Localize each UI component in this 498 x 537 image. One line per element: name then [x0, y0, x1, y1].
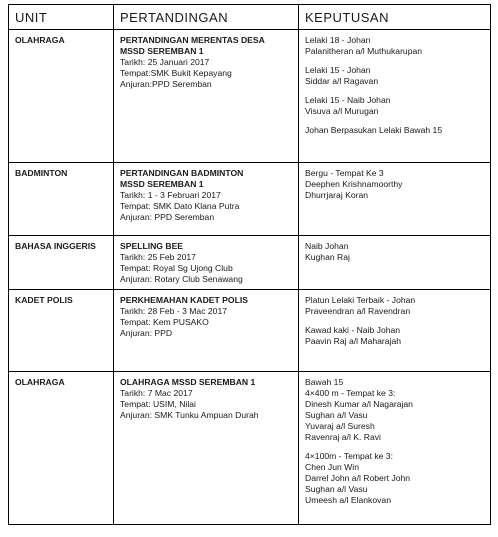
unit-cell: BAHASA INGGERIS — [9, 236, 114, 290]
event-title: OLAHRAGA MSSD SEREMBAN 1 — [120, 377, 256, 387]
event-detail: Tempat: Royal Sg Ujong Club — [120, 263, 233, 273]
header-row — [9, 5, 491, 30]
table-row — [9, 30, 491, 163]
event-cell — [114, 372, 299, 525]
result-line: Bergu - Tempat Ke 3 — [305, 168, 384, 178]
event-title: MSSD SEREMBAN 1 — [120, 179, 204, 189]
result-line: Palanitheran a/l Muthukarupan — [305, 46, 423, 56]
result-line: Kawad kaki - Naib Johan — [305, 325, 401, 335]
event-cell — [114, 30, 299, 163]
event-detail: Anjuran: SMK Tunku Ampuan Durah — [120, 410, 259, 420]
result-line: Naib Johan — [305, 241, 349, 251]
event-detail: Tempat: SMK Dato Klana Putra — [120, 201, 240, 211]
unit-cell: OLAHRAGA — [9, 372, 114, 525]
table-row — [9, 372, 491, 525]
result-line: Dinesh Kumar a/l Nagarajan — [305, 399, 413, 409]
results-table — [8, 4, 491, 525]
result-group — [305, 168, 484, 201]
unit-cell: OLAHRAGA — [9, 30, 114, 163]
event-cell — [114, 236, 299, 290]
result-line: Yuvaraj a/l Suresh — [305, 421, 375, 431]
result-line: Siddar a/l Ragavan — [305, 76, 379, 86]
unit-cell: KADET POLIS — [9, 290, 114, 372]
result-line: Lelaki 15 - Johan — [305, 65, 371, 75]
header-event: PERTANDINGAN — [114, 5, 299, 30]
result-cell — [299, 30, 491, 163]
event-detail: Tempat: Kem PUSAKO — [120, 317, 209, 327]
event-detail: Tarikh: 7 Mac 2017 — [120, 388, 193, 398]
result-line: Bawah 15 — [305, 377, 344, 387]
result-line: Visuva a/l Murugan — [305, 106, 379, 116]
table-row — [9, 236, 491, 290]
event-cell — [114, 163, 299, 236]
table-row — [9, 163, 491, 236]
result-line: 4×400 m - Tempat ke 3: — [305, 388, 396, 398]
result-cell — [299, 372, 491, 525]
result-line: Sughan a/l Vasu — [305, 410, 368, 420]
result-group — [305, 377, 484, 443]
table-body — [9, 30, 491, 525]
result-line: 4×100m - Tempat ke 3: — [305, 451, 393, 461]
result-line: Sughan a/l Vasu — [305, 484, 368, 494]
result-line: Praveendran a/l Ravendran — [305, 306, 411, 316]
event-detail: Tarikh: 1 - 3 Februari 2017 — [120, 190, 221, 200]
result-line: Paavin Raj a/l Maharajah — [305, 336, 402, 346]
result-line: Platun Lelaki Terbaik - Johan — [305, 295, 416, 305]
result-line: Umeesh a/l Elankovan — [305, 495, 391, 505]
header-unit: UNIT — [9, 5, 114, 30]
table-row — [9, 290, 491, 372]
event-title: SPELLING BEE — [120, 241, 184, 251]
result-line: Ravenraj a/l K. Ravi — [305, 432, 381, 442]
result-line: Chen Jun Win — [305, 462, 359, 472]
event-detail: Tempat:SMK Bukit Kepayang — [120, 68, 232, 78]
event-cell — [114, 290, 299, 372]
result-line: Dhurrjaraj Koran — [305, 190, 369, 200]
event-detail: Tempat: USIM, Nilai — [120, 399, 196, 409]
event-detail: Anjuran: Rotary Club Senawang — [120, 274, 243, 284]
result-group — [305, 95, 484, 117]
event-detail: Tarikh: 25 Feb 2017 — [120, 252, 196, 262]
result-line: Deephen Krishnamoorthy — [305, 179, 403, 189]
result-group — [305, 451, 484, 506]
result-line: Lelaki 15 - Naib Johan — [305, 95, 391, 105]
event-detail: Anjuran:PPD Seremban — [120, 79, 212, 89]
unit-cell: BADMINTON — [9, 163, 114, 236]
result-group — [305, 125, 484, 136]
result-line: Johan Berpasukan Lelaki Bawah 15 — [305, 125, 443, 135]
event-title: MSSD SEREMBAN 1 — [120, 46, 204, 56]
event-detail: Anjuran: PPD — [120, 328, 173, 338]
result-cell — [299, 163, 491, 236]
result-group — [305, 325, 484, 347]
result-line: Lelaki 18 - Johan — [305, 35, 371, 45]
result-group — [305, 295, 484, 317]
event-detail: Tarikh: 28 Feb - 3 Mac 2017 — [120, 306, 227, 316]
event-detail: Anjuran: PPD Seremban — [120, 212, 215, 222]
event-title: PERTANDINGAN MERENTAS DESA — [120, 35, 265, 45]
result-group — [305, 35, 484, 57]
event-title: PERKHEMAHAN KADET POLIS — [120, 295, 248, 305]
result-line: Darrel John a/l Robert John — [305, 473, 411, 483]
event-detail: Tarikh: 25 Januari 2017 — [120, 57, 210, 67]
header-result: KEPUTUSAN — [299, 5, 491, 30]
result-group — [305, 65, 484, 87]
result-cell — [299, 236, 491, 290]
event-title: PERTANDINGAN BADMINTON — [120, 168, 244, 178]
result-cell — [299, 290, 491, 372]
result-line: Kughan Raj — [305, 252, 350, 262]
result-group — [305, 241, 484, 263]
